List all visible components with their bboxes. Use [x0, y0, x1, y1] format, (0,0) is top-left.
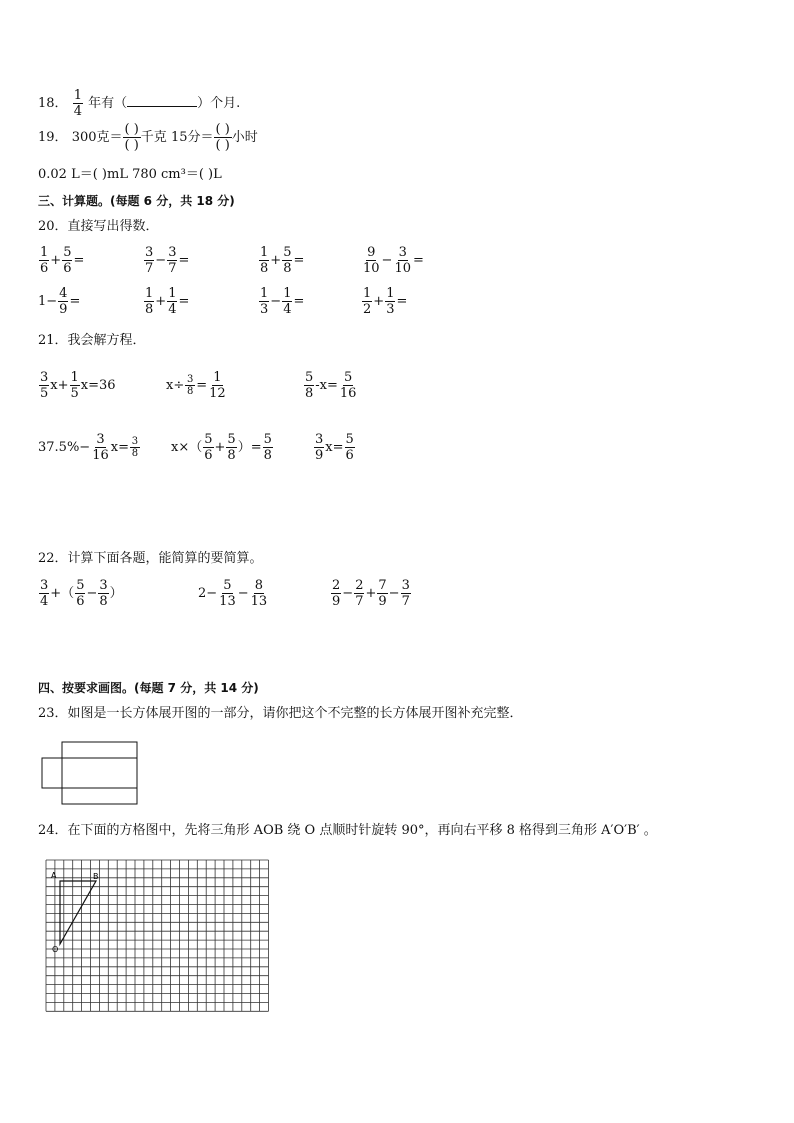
q21-row-2	[38, 432, 758, 472]
section-3-title: 三、计算题。(每题 6 分，共 18 分)	[38, 194, 235, 208]
net-side-face	[42, 758, 62, 788]
q18-text-1: 年有（	[88, 96, 128, 111]
question-21-label: 21．我会解方程．	[38, 333, 146, 348]
question-19b: 0.02 L＝( )mL 780 cm³＝( )L	[38, 167, 222, 182]
q20-item-7: $\frac{1}{3}$ − $\frac{1}{4}$ =	[260, 286, 305, 317]
question-24-label: 24．在下面的方格图中，先将三角形 AOB 绕 O 点顺时针旋转 90°，再向右平移 8 格得到三角形 A′O′B′ 。	[38, 823, 657, 838]
q21-equation-1: $\frac{3}{5}$ x+ $\frac{1}{5}$ x=36	[40, 370, 116, 401]
q21-equation-6: $\frac{3}{9}$ x= $\frac{5}{6}$	[315, 432, 354, 463]
q20-row-1	[38, 245, 758, 281]
q18-fraction: $\frac{1}{4}$	[73, 88, 82, 119]
q20-item-2: $\frac{3}{7}$ − $\frac{3}{7}$ =	[145, 245, 190, 276]
q19-number: 19．	[38, 130, 68, 145]
q22-expression-3: $\frac{2}{9}$ − $\frac{2}{7}$ + $\frac{7}{9}$ − $\frac{3}{7}$	[332, 578, 410, 609]
q20-item-8: $\frac{1}{2}$ + $\frac{1}{3}$ =	[363, 286, 408, 317]
section-4-title: 四、按要求画图。(每题 7 分，共 14 分)	[38, 681, 259, 695]
question-20-label: 20．直接写出得数．	[38, 219, 159, 234]
question-22-label: 22．计算下面各题，能简算的要简算。	[38, 551, 263, 566]
label-b: B	[93, 872, 99, 881]
q21-equation-3: $\frac{5}{8}$ -x= $\frac{5}{16}$	[305, 370, 357, 401]
q19-blank-fraction-2[interactable]: ( ) ( )	[215, 122, 230, 153]
q20-item-1: $\frac{1}{6}$ + $\frac{5}{6}$ =	[40, 245, 85, 276]
q20-row-2	[38, 286, 758, 322]
q18-number: 18．	[38, 96, 68, 111]
label-a: A	[51, 871, 57, 880]
net-outer-rect	[62, 742, 137, 804]
q20-item-3: $\frac{1}{8}$ + $\frac{5}{8}$ =	[260, 245, 305, 276]
q19-unit-2: 小时	[231, 130, 258, 145]
q18-text-2: ）个月.	[197, 96, 241, 111]
q20-item-5: 1− $\frac{4}{9}$ =	[38, 286, 81, 317]
q21-equation-2: x÷ $\frac{3}{8}$ = $\frac{1}{12}$	[166, 370, 226, 401]
q22-expression-1: $\frac{3}{4}$ +（ $\frac{5}{6}$ − $\frac{3}{8}$ ）	[40, 578, 123, 609]
q21-row-1	[38, 370, 758, 410]
cuboid-net-figure	[38, 738, 142, 808]
question-23-label: 23．如图是一长方体展开图的一部分，请你把这个不完整的长方体展开图补充完整．	[38, 706, 523, 721]
q21-equation-4: 37.5%− $\frac{3}{16}$ x= $\frac{3}{8}$	[38, 432, 139, 463]
q20-item-6: $\frac{1}{8}$ + $\frac{1}{4}$ =	[145, 286, 190, 317]
q19-unit-1: 千克	[140, 130, 167, 145]
q22-row	[38, 578, 758, 618]
label-o: O	[52, 945, 59, 954]
q19-part-2: 15分＝	[170, 130, 214, 145]
grid-figure[interactable]	[44, 858, 270, 1016]
question-19	[38, 122, 258, 153]
q20-item-4: $\frac{9}{10}$ − $\frac{3}{10}$ =	[363, 245, 424, 276]
q18-answer-blank[interactable]	[127, 94, 197, 107]
q19-blank-fraction-1[interactable]: ( ) ( )	[124, 122, 139, 153]
q19-part-1: 300克＝	[71, 130, 123, 145]
question-18	[38, 88, 240, 119]
q22-expression-2: 2− $\frac{5}{13}$ − $\frac{8}{13}$	[198, 578, 268, 609]
q21-equation-5: x×（ $\frac{5}{6}$ + $\frac{5}{8}$ ）= $\frac{5}{8}$	[171, 432, 272, 463]
